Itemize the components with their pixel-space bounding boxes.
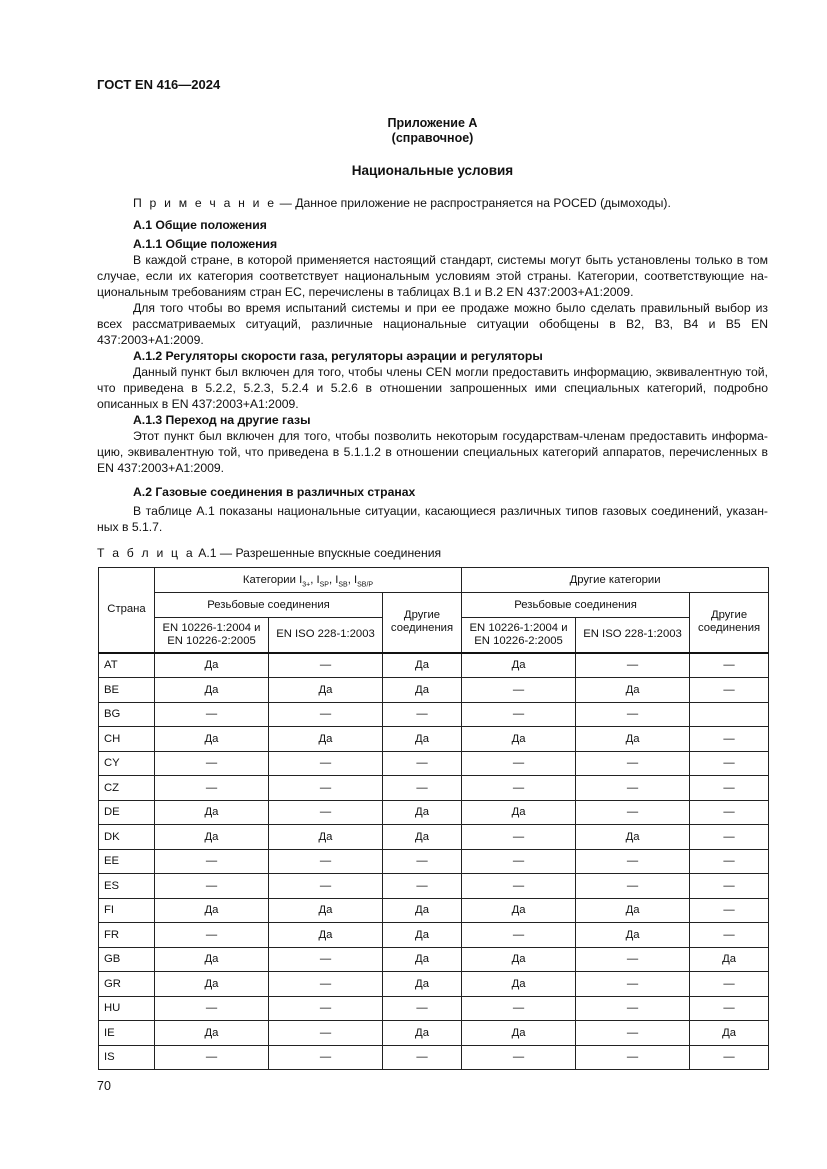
table-cell: — [690,727,769,752]
table-cell: Да [576,898,690,923]
table-cell: Да [690,947,769,972]
table-cell: — [155,1045,269,1070]
table-cell: Да [155,898,269,923]
country-cell: CZ [99,776,155,801]
table-cell: — [155,702,269,727]
table-row [99,825,769,850]
country-cell: GB [99,947,155,972]
table-cell: — [383,751,462,776]
table-cell: — [269,1021,383,1046]
header-other-connections: Другие соединения [383,593,462,653]
table-cell: — [383,776,462,801]
table-row [99,1045,769,1070]
table-cell: — [576,972,690,997]
table-cell: — [269,1045,383,1070]
section-a11-paragraph: В каждой стране, в которой применяется настоящий стандарт, системы могут быть установлены только в том случае, если их категория соответствует национальным условиям этой страны. Категории, соответствующие на-циональным требованиям стран ЕС, перечислены в таблицах В.1 и В.2 EN 437:2003+A1:2009. [97,253,768,299]
table-cell: Да [383,1021,462,1046]
country-cell: BG [99,702,155,727]
table-cell: — [576,996,690,1021]
table-cell: — [690,972,769,997]
table-row [99,776,769,801]
table-cell: Да [269,898,383,923]
header-threaded-connections: Резьбовые соединения [155,593,383,618]
table-cell: Да [576,923,690,948]
table-cell: Да [155,678,269,703]
table-cell: — [269,849,383,874]
table-cell: Да [462,1021,576,1046]
table-cell: — [383,1045,462,1070]
table-row [99,923,769,948]
country-cell: FR [99,923,155,948]
table-cell: — [690,825,769,850]
table-cell: Да [383,825,462,850]
table-cell: — [383,702,462,727]
table-cell: — [269,776,383,801]
table-row [99,898,769,923]
country-cell: DK [99,825,155,850]
country-cell: IS [99,1045,155,1070]
table-cell: Да [155,727,269,752]
country-cell: GR [99,972,155,997]
table-cell: Да [383,923,462,948]
table-cell: Да [269,825,383,850]
country-cell: DE [99,800,155,825]
section-a11-title: А.1.1 Общие положения [133,237,278,251]
table-cell: — [462,923,576,948]
table-cell: Да [383,727,462,752]
table-row [99,849,769,874]
table-cell: — [155,923,269,948]
annex-title: Приложение А [387,116,478,130]
table-cell: — [155,776,269,801]
table-cell: — [576,947,690,972]
country-cell: BE [99,678,155,703]
table-row [99,1021,769,1046]
table-row [99,800,769,825]
annex-heading: Национальные условия [351,163,514,178]
table-row [99,653,769,678]
table-cell: — [462,678,576,703]
table-caption [97,545,768,561]
header-en10226: EN 10226-1:2004 и EN 10226-2:2005 [462,618,576,653]
section-a2-paragraph: В таблице А.1 показаны национальные ситуации, касающиеся различных типов газовых соединений, указан-ных в 5.1.7. [97,504,768,534]
table-cell: — [462,1045,576,1070]
header-iso228: EN ISO 228-1:2003 [269,618,383,653]
country-cell: CH [99,727,155,752]
section-a1-title: А.1 Общие положения [133,218,267,232]
table-cell: — [576,776,690,801]
table-cell: — [269,972,383,997]
table-cell: — [269,653,383,678]
country-cell: HU [99,996,155,1021]
table-cell: — [383,874,462,899]
table-row [99,702,769,727]
table-row [99,874,769,899]
table-cell: Да [383,800,462,825]
table-cell: — [462,874,576,899]
table-cell: — [269,751,383,776]
table-cell: — [155,996,269,1021]
table-cell: — [269,702,383,727]
table-caption-text: А.1 — Разрешенные впускные соединения [194,546,442,560]
note [97,195,768,211]
table-cell: Да [576,727,690,752]
document-code: ГОСТ EN 416—2024 [97,77,221,92]
table-body [99,653,769,1070]
header-other-categories: Другие категории [462,568,769,593]
table-row [99,678,769,703]
table-cell: — [462,776,576,801]
table-cell: Да [269,727,383,752]
connections-table [98,567,769,1070]
annex-body [97,195,768,535]
header-iso228: EN ISO 228-1:2003 [576,618,690,653]
table-cell: — [462,996,576,1021]
table-cell: — [462,825,576,850]
table-cell: — [576,1045,690,1070]
table-cell: Да [269,923,383,948]
table-cell: Да [269,678,383,703]
country-cell: ES [99,874,155,899]
table-cell: — [576,702,690,727]
table-cell: Да [462,898,576,923]
table-cell: — [690,800,769,825]
section-a13-title: А.1.3 Переход на другие газы [133,413,311,427]
country-cell: IE [99,1021,155,1046]
table-cell: Да [155,800,269,825]
table-cell: Да [155,947,269,972]
header-other-connections: Другие соединения [690,593,769,653]
table-cell: — [576,653,690,678]
table-cell: — [690,923,769,948]
table-cell: — [269,996,383,1021]
table-cell: — [690,1045,769,1070]
table-cell: Да [383,678,462,703]
table-cell: — [269,800,383,825]
table-cell: Да [155,825,269,850]
table-cell: — [576,874,690,899]
country-cell: AT [99,653,155,678]
table-cell: Да [155,972,269,997]
table-cell: Да [462,653,576,678]
table-cell: Да [462,947,576,972]
table-cell: — [690,678,769,703]
page-number: 70 [97,1079,111,1093]
table-cell: Да [383,898,462,923]
table-cell: — [269,947,383,972]
table-cell: — [155,874,269,899]
note-label: П р и м е ч а н и е [133,196,277,210]
table-cell: Да [576,678,690,703]
table-cell: — [690,874,769,899]
section-a12-paragraph: Данный пункт был включен для того, чтобы члены CEN могли предоставить информацию, эквивалентную той, что приведена в 5.2.2, 5.2.3, 5.2.4 и 5.2.6 в отношении запрошенных ими специальных категорий, подробно описанных в EN 437:2003+A1:2009. [97,365,768,411]
section-a2-title: А.2 Газовые соединения в различных странах [133,485,416,499]
table-cell: — [690,898,769,923]
table-cell: — [690,996,769,1021]
section-a11-paragraph: Для того чтобы во время испытаний системы и при ее продаже можно было сделать правильный выбор из всех рассматриваемых ситуаций, различные национальные ситуации обобщены в В2, В3, В4 и В5 EN 437:2003+A1:2009. [97,301,768,347]
header-threaded-connections: Резьбовые соединения [462,593,690,618]
country-cell: CY [99,751,155,776]
table-cell: Да [462,972,576,997]
table-cell: — [690,653,769,678]
table-cell: — [576,800,690,825]
table-row [99,751,769,776]
table-cell: Да [383,972,462,997]
table-cell: — [155,849,269,874]
table-cell: — [576,849,690,874]
table-cell: Да [155,653,269,678]
table-cell: Да [462,800,576,825]
table-cell: — [690,849,769,874]
country-cell: FI [99,898,155,923]
annex-subtitle: (справочное) [391,131,474,145]
table-cell: Да [690,1021,769,1046]
table-cell: — [576,751,690,776]
note-text: — Данное приложение не распространяется на POCED (дымоходы). [276,196,671,210]
section-a12-title: А.1.2 Регуляторы скорости газа, регуляторы аэрации и регуляторы [133,349,543,363]
table-cell: — [383,849,462,874]
section-a13-paragraph: Этот пункт был включен для того, чтобы позволить некоторым государствам-членам предоставить информа-цию, эквивалентную той, что приведена в 5.1.1.2 в отношении специальных категорий аппаратов, перечисленных в EN 437:2003+A1:2009. [97,429,768,475]
table-cell: Да [383,947,462,972]
header-en10226: EN 10226-1:2004 и EN 10226-2:2005 [155,618,269,653]
table-cell: — [155,751,269,776]
table-cell: — [383,996,462,1021]
page-content [97,195,768,1094]
table-row [99,947,769,972]
header-country: Страна [99,568,155,653]
table-cell: — [462,751,576,776]
table-cell: — [269,874,383,899]
table-cell: — [462,849,576,874]
table-cell [690,702,769,727]
table-cell: — [690,751,769,776]
table-cell: — [690,776,769,801]
table-cell: — [576,1021,690,1046]
table-cell: Да [462,727,576,752]
table-row [99,727,769,752]
country-cell: EE [99,849,155,874]
table-row [99,996,769,1021]
table-row [99,972,769,997]
table-cell: — [462,702,576,727]
table-cell: Да [155,1021,269,1046]
table-cell: Да [383,653,462,678]
table-cell: Да [576,825,690,850]
header-categories-i3: Категории $I_{3+}$, $I_{SP}$, $I_{SB}$, $I_{SB/P}$ [155,568,462,593]
table-caption-label: Т а б л и ц а [97,546,195,560]
